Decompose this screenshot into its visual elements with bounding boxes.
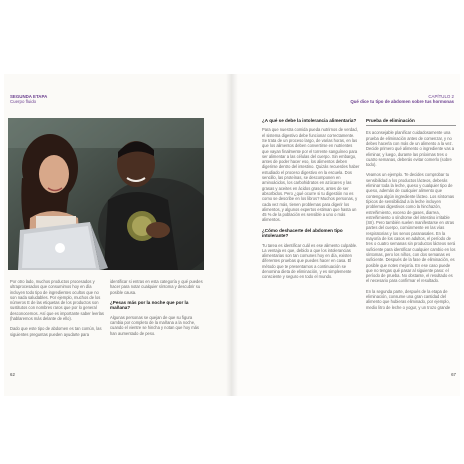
right-page-number: 67 (451, 372, 456, 377)
paragraph: identificar si entras en esta categoría y qué puedes hacer para notar cualquier síntoma y descubrir su posible causa. (110, 279, 203, 295)
question-heading: ¿Pesas más por la noche que por la mañana? (110, 299, 189, 311)
chapter-label: CAPÍTULO 2 (428, 94, 454, 99)
paragraph: Dado que este tipo de abdomen es tan común, las siguientes preguntas pueden ayudarte para (10, 326, 102, 337)
paragraph: Para que nuestra comida pueda nutrirnos de verdad, el sistema digestivo debe funcionar correctamente. Se trata de un proceso largo, de varias horas, en las que los alimentos deben convertirse en nutrientes que vayan finalmente por el torrente sanguíneo para ser alimentar a las células del cuerpo. Sin embargo, antes de poder hacer eso, los alimentos deben digerirse dentro del intestino. Quizás recuerdes haber estudiado el proceso digestivo en la escuela. Dos sencillo, las proteínas, se descomponen en aminoácidos, los carbohidratos en azúcares y las grasas y aceites en ácidos grasos, antes de ser absorbidos. Pero ¿qué ocurre si tu digestión no es como se describe en los libros? Muchos personas, y cada vez más, tienen problemas para digerir los alimentos, y algunos expertos estiman que hasta un 45 % de la población es sensible a uno o más alimentos. (262, 127, 360, 223)
photo-illustration (8, 118, 204, 270)
paragraph: Por otro lado, muchos productos procesados y ultraprocesados que consumimos hoy en día incluyen todo tipo de ingredientes ocultos que no son nada saludables. Por ejemplo, muchos de los números E de las etiquetas de los productos son sustitutos con nombres raros que por lo general desconocemos. Así que es importante saber leerlas (hablaremos más delante de ello). (10, 279, 104, 322)
left-running-header (10, 94, 47, 104)
question-heading: ¿A qué se debe la intolerancia alimentaria? (262, 118, 357, 123)
couple-photo (8, 118, 204, 270)
left-page-number: 62 (10, 372, 15, 377)
paragraph: Veamos un ejemplo. Te decides comprobar tu sensibilidad a los productos lácteos, deberás eliminar toda la leche, queso y cualquier tipo de queso, además de cualquier alimento que contenga algún ingrediente lácteo. Los síntomas típicos de sensibilidad a la leche incluyen problemas digestivos como la hinchazón, estreñimiento, exceso de gases, diarrea, estreñimiento o síndrome del intestino irritable (SII). Pero también suelen manifestarse en otras partes del cuerpo, comúnmente en las vías respiratorias y los senos paranasales. En la mayoría de los casos en adultos, el período de tres o cuatro semanas sin productos lácteos será suficiente para identificar cualquier cambio en los síntomas, pero los niños, con dos semanas es suficiente. Después de la fase de eliminación, es posible que notes mejoría. En ese caso puede que no tengas qué pasar al siguiente paso: el período de prueba. No obstante, el resultado es el necesario para confirmar el resultado. (366, 172, 456, 284)
right-running-header (350, 94, 454, 104)
book-gutter (226, 74, 238, 396)
subsection-label: Cuerpo fluido (10, 99, 37, 104)
question-heading: ¿Cómo deshacerte del abdomen tipo intolerante? (262, 227, 343, 239)
chapter-title: Qué dice tu tipo de abdomen sobre tus hormonas (350, 99, 454, 104)
paragraph: Algunas personas se quejan de que su figura cambia por completo de la mañana a la noche, cuando el vientre se hincha y notan que hoy más han aumentado de peso. (110, 314, 199, 336)
section-heading: Prueba de eliminación (366, 118, 456, 126)
left-column-2 (110, 279, 204, 341)
right-column-1 (262, 118, 360, 285)
paragraph: Tu tarea es identificar cuál es ese alimento culpable. La ventaja es que, debido a que los intolerancias alimentarias son tan comunes hoy en día, existen diferentes pruebas que puedes hacer en casa. El método que te presentamos a continuación se denomina dieta de eliminación, y es simplemente consciente y seguro en todo el mundo. (262, 242, 358, 280)
paragraph: Es aconsejable planificar cuidadosamente una prueba de eliminación antes de comenzar, y no debes hacerla con más de un alimento a la vez. Decide primero qué alimento o ingrediente vas a eliminar, y luego, durante las próximas tres o cuatro semanas, deberás evitar comerlo (sobre todo). (366, 130, 455, 168)
paragraph: En la segunda parte, después de la etapa de eliminación, consume una gran cantidad del alimento que hubieras eliminado, por ejemplo, medio litro de leche o yogur, y un trozo grande (366, 288, 451, 310)
section-label: SEGUNDA ETAPA (10, 94, 48, 99)
left-column-1 (10, 279, 106, 342)
right-column-2 (366, 118, 456, 315)
